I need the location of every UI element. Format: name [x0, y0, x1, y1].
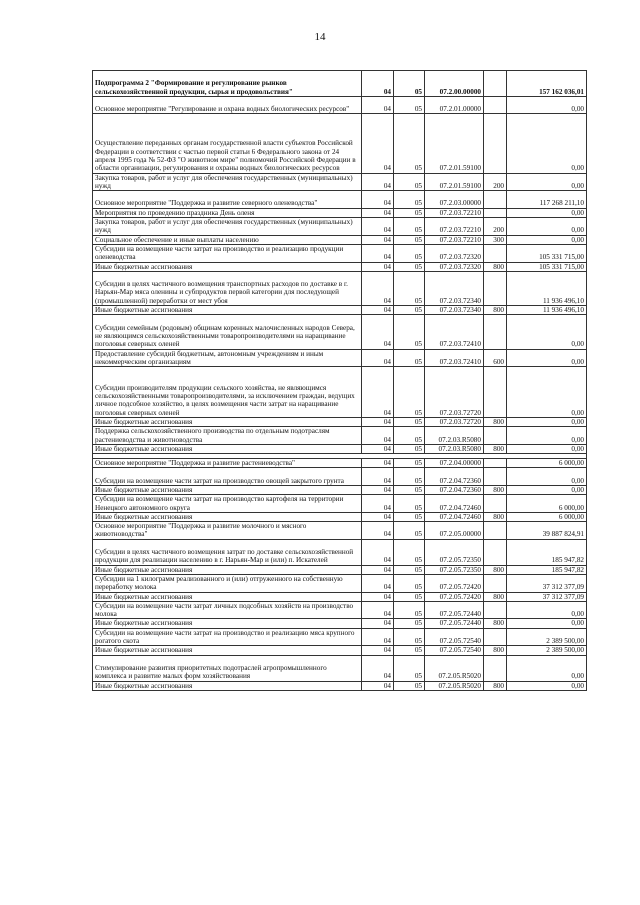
amount-cell: 105 331 715,00	[507, 244, 587, 262]
section-cell: 04	[362, 427, 394, 445]
expense-type-cell	[484, 244, 507, 262]
amount-cell: 0,00	[507, 444, 587, 453]
expense-type-cell: 800	[484, 512, 507, 521]
row-name-cell: Социальное обеспечение и иные выплаты населению	[93, 235, 362, 244]
expense-type-cell	[484, 495, 507, 513]
section-cell: 04	[362, 96, 394, 114]
table-row	[93, 96, 587, 114]
row-name-cell: Иные бюджетные ассигнования	[93, 565, 362, 574]
subsection-cell: 05	[394, 444, 425, 453]
target-code-cell: 07.2.03.72340	[425, 306, 484, 315]
amount-cell: 39 887 824,91	[507, 522, 587, 540]
table-row	[93, 592, 587, 601]
row-name-cell: Субсидии на возмещение части затрат на производство и реализацию продукции оленеводства	[93, 244, 362, 262]
amount-cell: 0,00	[507, 468, 587, 486]
target-code-cell: 07.2.05.72350	[425, 539, 484, 565]
row-name-cell: Субсидии семейным (родовым) общинам коренных малочисленных народов Севера, не являющимся сельскохозяйственными товаропроизводителями на наращивание поголовья северных оленей	[93, 315, 362, 349]
subsection-cell: 05	[394, 459, 425, 468]
expense-type-cell	[484, 539, 507, 565]
section-cell: 04	[362, 495, 394, 513]
table-row	[93, 459, 587, 468]
subsection-cell: 05	[394, 574, 425, 592]
target-code-cell: 07.2.03.72210	[425, 208, 484, 217]
section-cell: 04	[362, 619, 394, 628]
row-name-cell: Основное мероприятие "Поддержка и развитие растениеводства"	[93, 459, 362, 468]
target-code-cell: 07.2.01.59100	[425, 114, 484, 173]
subsection-cell: 05	[394, 628, 425, 646]
table-row	[93, 191, 587, 209]
target-code-cell: 07.2.03.72210	[425, 218, 484, 236]
amount-cell: 0,00	[507, 208, 587, 217]
section-cell: 04	[362, 235, 394, 244]
subsection-cell: 05	[394, 512, 425, 521]
section-cell: 04	[362, 262, 394, 271]
table-row	[93, 349, 587, 367]
subsection-cell: 05	[394, 349, 425, 367]
target-code-cell: 07.2.05.72540	[425, 628, 484, 646]
section-cell: 04	[362, 173, 394, 191]
subsection-cell: 05	[394, 235, 425, 244]
section-cell: 04	[362, 315, 394, 349]
section-cell: 04	[362, 512, 394, 521]
target-code-cell: 07.2.05.R5020	[425, 655, 484, 681]
table-row	[93, 367, 587, 418]
row-name-cell: Иные бюджетные ассигнования	[93, 417, 362, 426]
row-name-cell: Субсидии на возмещение части затрат личных подсобных хозяйств на производство молока	[93, 601, 362, 619]
subsection-cell: 05	[394, 681, 425, 690]
table-row	[93, 306, 587, 315]
subsection-cell: 05	[394, 208, 425, 217]
target-code-cell: 07.2.01.00000	[425, 96, 484, 114]
section-cell: 04	[362, 271, 394, 305]
subsection-cell: 05	[394, 114, 425, 173]
subsection-cell: 05	[394, 619, 425, 628]
row-name-cell: Иные бюджетные ассигнования	[93, 592, 362, 601]
row-name-cell: Субсидии на возмещение части затрат на производство овощей закрытого грунта	[93, 468, 362, 486]
target-code-cell: 07.2.04.00000	[425, 459, 484, 468]
table-row	[93, 262, 587, 271]
amount-cell: 37 312 377,09	[507, 592, 587, 601]
section-cell: 04	[362, 565, 394, 574]
row-name-cell: Иные бюджетные ассигнования	[93, 485, 362, 494]
expense-type-cell	[484, 96, 507, 114]
expense-type-cell: 300	[484, 235, 507, 244]
expense-type-cell: 800	[484, 619, 507, 628]
section-cell: 04	[362, 628, 394, 646]
row-name-cell: Иные бюджетные ассигнования	[93, 444, 362, 453]
row-name-cell: Подпрограмма 2 "Формирование и регулирование рынков сельскохозяйственной продукции, сырья и продовольствия"	[93, 71, 362, 97]
row-name-cell: Иные бюджетные ассигнования	[93, 619, 362, 628]
table-row	[93, 173, 587, 191]
table-row	[93, 114, 587, 173]
target-code-cell: 07.2.05.72440	[425, 601, 484, 619]
row-name-cell: Субсидии производителям продукции сельского хозяйства, не являющимся сельскохозяйственными товаропроизводителями, за исключением граждан, ведущих личное подсобное хозяйство, в целях возмещения части затрат на наращивание поголовья северных оленей	[93, 367, 362, 418]
row-name-cell: Субсидии в целях частичного возмещения затрат по доставке сельскохозяйственной продукции для реализации населению в г. Нарьян-Мар и (или) п. Искателей	[93, 539, 362, 565]
subsection-cell: 05	[394, 417, 425, 426]
subsection-cell: 05	[394, 468, 425, 486]
table-row	[93, 539, 587, 565]
expense-type-cell	[484, 459, 507, 468]
expense-type-cell: 200	[484, 173, 507, 191]
expense-type-cell	[484, 522, 507, 540]
expense-type-cell: 600	[484, 349, 507, 367]
row-name-cell: Мероприятия по проведению праздника День оленя	[93, 208, 362, 217]
target-code-cell: 07.2.01.59100	[425, 173, 484, 191]
subsection-cell: 05	[394, 96, 425, 114]
amount-cell: 0,00	[507, 315, 587, 349]
section-cell: 04	[362, 349, 394, 367]
subsection-cell: 05	[394, 315, 425, 349]
subsection-cell: 05	[394, 262, 425, 271]
row-name-cell: Субсидии на возмещение части затрат на производство и реализацию мяса крупного рогатого скота	[93, 628, 362, 646]
amount-cell: 0,00	[507, 417, 587, 426]
expense-type-cell: 800	[484, 262, 507, 271]
page-number: 14	[314, 31, 326, 43]
expense-type-cell: 800	[484, 485, 507, 494]
table-row	[93, 565, 587, 574]
table-row	[93, 427, 587, 445]
amount-cell: 11 936 496,10	[507, 271, 587, 305]
section-cell: 04	[362, 417, 394, 426]
row-name-cell: Закупка товаров, работ и услуг для обеспечения государственных (муниципальных) нужд	[93, 218, 362, 236]
amount-cell: 185 947,82	[507, 565, 587, 574]
expense-type-cell: 800	[484, 646, 507, 655]
amount-cell: 0,00	[507, 427, 587, 445]
expense-type-cell: 800	[484, 565, 507, 574]
target-code-cell: 07.2.00.00000	[425, 71, 484, 97]
row-name-cell: Иные бюджетные ассигнования	[93, 646, 362, 655]
target-code-cell: 07.2.05.72440	[425, 619, 484, 628]
row-name-cell: Иные бюджетные ассигнования	[93, 512, 362, 521]
budget-table-body	[93, 71, 587, 691]
table-row	[93, 235, 587, 244]
amount-cell: 2 389 500,00	[507, 628, 587, 646]
table-row	[93, 71, 587, 97]
subsection-cell: 05	[394, 592, 425, 601]
table-row	[93, 315, 587, 349]
row-name-cell: Субсидии на возмещение части затрат на производство картофеля на территории Ненецкого автономного округа	[93, 495, 362, 513]
section-cell: 04	[362, 646, 394, 655]
table-row	[93, 522, 587, 540]
subsection-cell: 05	[394, 539, 425, 565]
row-name-cell: Иные бюджетные ассигнования	[93, 306, 362, 315]
expense-type-cell	[484, 367, 507, 418]
table-row	[93, 468, 587, 486]
amount-cell: 185 947,82	[507, 539, 587, 565]
expense-type-cell	[484, 114, 507, 173]
target-code-cell: 07.2.04.72460	[425, 512, 484, 521]
target-code-cell: 07.2.03.72720	[425, 367, 484, 418]
target-code-cell: 07.2.04.72360	[425, 485, 484, 494]
subsection-cell: 05	[394, 218, 425, 236]
expense-type-cell	[484, 315, 507, 349]
expense-type-cell: 800	[484, 592, 507, 601]
subsection-cell: 05	[394, 485, 425, 494]
expense-type-cell	[484, 208, 507, 217]
table-row	[93, 417, 587, 426]
row-name-cell: Закупка товаров, работ и услуг для обеспечения государственных (муниципальных) нужд	[93, 173, 362, 191]
section-cell: 04	[362, 444, 394, 453]
expense-type-cell: 800	[484, 306, 507, 315]
section-cell: 04	[362, 71, 394, 97]
amount-cell: 0,00	[507, 235, 587, 244]
row-name-cell: Стимулирование развития приоритетных подотраслей агропромышленного комплекса и развитие малых форм хозяйствования	[93, 655, 362, 681]
amount-cell: 0,00	[507, 367, 587, 418]
amount-cell: 0,00	[507, 681, 587, 690]
expense-type-cell: 800	[484, 417, 507, 426]
amount-cell: 0,00	[507, 349, 587, 367]
target-code-cell: 07.2.05.R5020	[425, 681, 484, 690]
target-code-cell: 07.2.03.72320	[425, 244, 484, 262]
row-name-cell: Основное мероприятие "Поддержка и развитие молочного и мясного животноводства"	[93, 522, 362, 540]
expense-type-cell	[484, 71, 507, 97]
row-name-cell: Субсидии в целях частичного возмещения транспортных расходов по доставке в г. Нарьян-Мар мяса оленины и субпродуктов первой категории для последующей (промышленной) переработки от мест убоя	[93, 271, 362, 305]
table-row	[93, 244, 587, 262]
subsection-cell: 05	[394, 495, 425, 513]
section-cell: 04	[362, 114, 394, 173]
subsection-cell: 05	[394, 173, 425, 191]
expense-type-cell	[484, 655, 507, 681]
row-name-cell: Иные бюджетные ассигнования	[93, 681, 362, 690]
row-name-cell: Субсидии на 1 килограмм реализованного и (или) отгруженного на собственную переработку молока	[93, 574, 362, 592]
amount-cell: 0,00	[507, 96, 587, 114]
amount-cell: 6 000,00	[507, 495, 587, 513]
expense-type-cell	[484, 191, 507, 209]
subsection-cell: 05	[394, 306, 425, 315]
amount-cell: 157 162 036,01	[507, 71, 587, 97]
amount-cell: 117 268 211,10	[507, 191, 587, 209]
subsection-cell: 05	[394, 522, 425, 540]
target-code-cell: 07.2.05.00000	[425, 522, 484, 540]
amount-cell: 0,00	[507, 601, 587, 619]
table-row	[93, 495, 587, 513]
subsection-cell: 05	[394, 601, 425, 619]
target-code-cell: 07.2.05.72540	[425, 646, 484, 655]
target-code-cell: 07.2.03.72320	[425, 262, 484, 271]
amount-cell: 37 312 377,09	[507, 574, 587, 592]
section-cell: 04	[362, 539, 394, 565]
target-code-cell: 07.2.03.R5080	[425, 427, 484, 445]
expense-type-cell	[484, 427, 507, 445]
section-cell: 04	[362, 601, 394, 619]
expense-type-cell	[484, 271, 507, 305]
section-cell: 04	[362, 485, 394, 494]
expense-type-cell: 200	[484, 218, 507, 236]
table-row	[93, 208, 587, 217]
expense-type-cell: 800	[484, 444, 507, 453]
section-cell: 04	[362, 459, 394, 468]
subsection-cell: 05	[394, 71, 425, 97]
row-name-cell: Иные бюджетные ассигнования	[93, 262, 362, 271]
budget-table	[92, 70, 587, 691]
section-cell: 04	[362, 574, 394, 592]
section-cell: 04	[362, 367, 394, 418]
target-code-cell: 07.2.04.72460	[425, 495, 484, 513]
subsection-cell: 05	[394, 655, 425, 681]
table-row	[93, 628, 587, 646]
subsection-cell: 05	[394, 427, 425, 445]
subsection-cell: 05	[394, 646, 425, 655]
row-name-cell: Поддержка сельскохозяйственного производства по отдельным подотраслям растениеводства и животноводства	[93, 427, 362, 445]
section-cell: 04	[362, 468, 394, 486]
row-name-cell: Предоставление субсидий бюджетным, автономным учреждениям и иным некоммерческим организациям	[93, 349, 362, 367]
amount-cell: 105 331 715,00	[507, 262, 587, 271]
amount-cell: 0,00	[507, 114, 587, 173]
amount-cell: 0,00	[507, 485, 587, 494]
section-cell: 04	[362, 522, 394, 540]
section-cell: 04	[362, 681, 394, 690]
table-row	[93, 444, 587, 453]
target-code-cell: 07.2.04.72360	[425, 468, 484, 486]
expense-type-cell	[484, 574, 507, 592]
expense-type-cell	[484, 601, 507, 619]
table-row	[93, 655, 587, 681]
target-code-cell: 07.2.03.R5080	[425, 444, 484, 453]
table-row	[93, 271, 587, 305]
amount-cell: 6 000,00	[507, 459, 587, 468]
table-row	[93, 218, 587, 236]
section-cell: 04	[362, 655, 394, 681]
table-row	[93, 512, 587, 521]
target-code-cell: 07.2.03.72410	[425, 315, 484, 349]
target-code-cell: 07.2.05.72350	[425, 565, 484, 574]
table-row	[93, 574, 587, 592]
table-row	[93, 646, 587, 655]
target-code-cell: 07.2.03.00000	[425, 191, 484, 209]
amount-cell: 0,00	[507, 619, 587, 628]
target-code-cell: 07.2.03.72720	[425, 417, 484, 426]
section-cell: 04	[362, 191, 394, 209]
expense-type-cell	[484, 468, 507, 486]
target-code-cell: 07.2.05.72420	[425, 592, 484, 601]
expense-type-cell	[484, 628, 507, 646]
table-row	[93, 601, 587, 619]
subsection-cell: 05	[394, 367, 425, 418]
table-row	[93, 681, 587, 690]
table-row	[93, 485, 587, 494]
section-cell: 04	[362, 306, 394, 315]
subsection-cell: 05	[394, 565, 425, 574]
target-code-cell: 07.2.03.72410	[425, 349, 484, 367]
target-code-cell: 07.2.03.72210	[425, 235, 484, 244]
subsection-cell: 05	[394, 244, 425, 262]
row-name-cell: Основное мероприятие "Поддержка и развитие северного оленеводства"	[93, 191, 362, 209]
section-cell: 04	[362, 208, 394, 217]
subsection-cell: 05	[394, 271, 425, 305]
amount-cell: 0,00	[507, 173, 587, 191]
subsection-cell: 05	[394, 191, 425, 209]
section-cell: 04	[362, 218, 394, 236]
row-name-cell: Основное мероприятие "Регулирование и охрана водных биологических ресурсов"	[93, 96, 362, 114]
target-code-cell: 07.2.05.72420	[425, 574, 484, 592]
table-row	[93, 619, 587, 628]
amount-cell: 2 389 500,00	[507, 646, 587, 655]
section-cell: 04	[362, 244, 394, 262]
target-code-cell: 07.2.03.72340	[425, 271, 484, 305]
amount-cell: 0,00	[507, 655, 587, 681]
section-cell: 04	[362, 592, 394, 601]
amount-cell: 6 000,00	[507, 512, 587, 521]
amount-cell: 11 936 496,10	[507, 306, 587, 315]
amount-cell: 0,00	[507, 218, 587, 236]
expense-type-cell: 800	[484, 681, 507, 690]
row-name-cell: Осуществление переданных органам государственной власти субъектов Российской Федерации в соответствии с частью первой статьи 6 Федерального закона от 24 апреля 1995 года № 52-ФЗ "О животном мире" полномочий Российской Федерации в области организации, регулирования и охраны водных биологических ресурсов	[93, 114, 362, 173]
